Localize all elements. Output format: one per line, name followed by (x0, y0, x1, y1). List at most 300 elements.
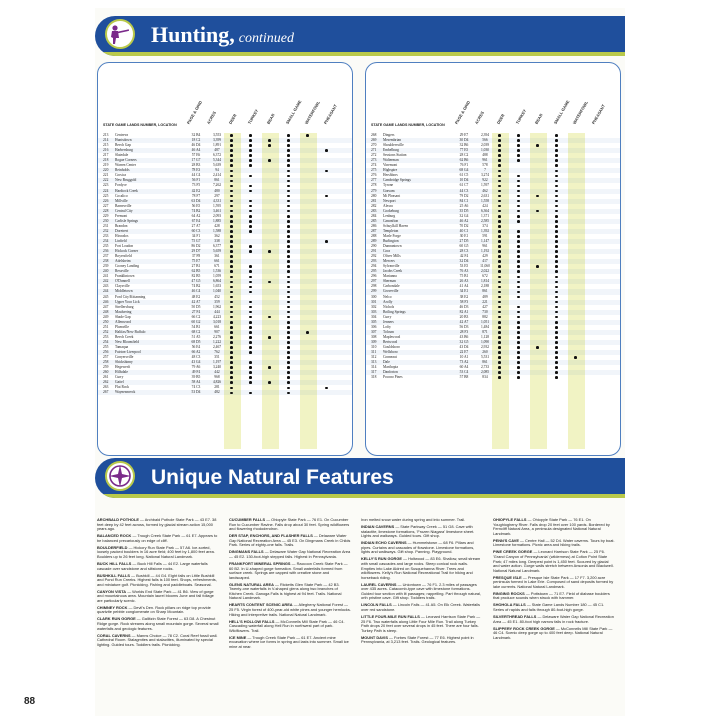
hunting-title: Hunting, continued (151, 22, 294, 47)
availability-dot (249, 185, 252, 188)
cell-acres: 2,188 (480, 284, 490, 289)
availability-dot (555, 270, 558, 273)
header-stripe (95, 52, 625, 56)
game-lands-table-right (365, 62, 621, 456)
cell-grid: 18 C2 (191, 138, 201, 143)
feature-entry (361, 583, 483, 601)
cell-num: 227 (103, 203, 109, 208)
availability-dot (230, 356, 233, 359)
availability-dot (517, 260, 520, 263)
availability-dot (498, 270, 501, 273)
cell-grid: 58 A4 (191, 380, 201, 385)
cell-num: 277 (371, 178, 377, 183)
availability-dot (517, 139, 520, 142)
cell-grid: 29 E7 (459, 133, 469, 137)
cell-grid: 68 D5 (191, 339, 201, 344)
availability-dot (230, 175, 233, 178)
cell-num: 282 (371, 203, 377, 208)
cell-grid: 84 C1 (459, 198, 469, 203)
availability-dot (325, 149, 328, 152)
column-label: WATERFOWL (571, 100, 589, 125)
cell-grid: 27 A7 (191, 223, 201, 228)
availability-dot (555, 346, 558, 349)
availability-dot (230, 185, 233, 188)
column-label: SMALL GAME (552, 99, 571, 125)
cell-name: Gaitel (115, 380, 124, 385)
feature-entry (493, 576, 615, 590)
availability-dot (498, 235, 501, 238)
availability-dot (287, 341, 290, 344)
cell-acres: 672 (482, 274, 488, 279)
column-label: ACRES (205, 110, 218, 125)
availability-dot (498, 240, 501, 243)
cell-grid: 53 C4 (459, 370, 469, 375)
cell-num: 222 (103, 178, 109, 183)
availability-dot (498, 281, 501, 284)
cell-acres: 961 (482, 158, 488, 163)
cell-name: Waynesmerck (115, 390, 136, 395)
feature-description: — Bushkill — 44 G4. Eight falls on Little Bushkill and Pond Run Creeks. Highest falls is 100 feet. Shops, refreshments, and miniature golf. Picnicking. Fishing and paddleboats. Seasonal. (97, 572, 217, 587)
availability-dot (517, 205, 520, 208)
availability-dot (498, 316, 501, 319)
availability-dot (555, 255, 558, 258)
availability-dot (249, 286, 252, 289)
availability-dot (230, 331, 233, 334)
availability-dot (249, 144, 252, 147)
availability-dot (306, 331, 309, 334)
availability-dot (268, 144, 271, 147)
cell-name: Lofty (383, 324, 391, 329)
availability-dot (555, 250, 558, 253)
availability-dot (230, 139, 233, 142)
feature-name: BOULDERFIELD (97, 544, 128, 550)
availability-dot (287, 235, 290, 238)
availability-dot (230, 341, 233, 344)
cell-name: Shouldersville (383, 143, 404, 148)
cell-num: 232 (103, 228, 109, 233)
cell-name: Fordyce (115, 183, 127, 188)
cell-acres: 338 (214, 238, 220, 243)
cell-name: Corsica (115, 173, 126, 178)
cell-num: 309 (371, 339, 377, 344)
cell-acres: 6,864 (212, 279, 222, 284)
cell-name: Wellsboro (383, 350, 398, 355)
availability-dot (230, 149, 233, 152)
availability-dot (230, 250, 233, 253)
feature-name: GLENS NATURAL AREA (229, 581, 274, 587)
cell-grid: 60 G2 (191, 319, 201, 324)
availability-dot (287, 381, 290, 384)
cell-name: Middletown (115, 289, 133, 294)
availability-dot (287, 195, 290, 198)
cell-grid: 62 B5 (191, 269, 201, 274)
cell-num: 244 (103, 289, 109, 294)
cell-num: 233 (103, 233, 109, 238)
cell-grid: 60 A4 (459, 365, 469, 370)
cell-acres: 968 (214, 375, 220, 380)
feature-description: — State Game Lands Number 180 — 45 C1. Series of rapids and falls through 80-foot-high gorge. (493, 602, 605, 613)
availability-dot (498, 346, 501, 349)
availability-dot (555, 230, 558, 233)
cell-name: Doretrert (115, 228, 129, 233)
availability-dot (517, 306, 520, 309)
cell-grid: 34 E1 (459, 289, 469, 294)
availability-dot (287, 139, 290, 142)
features-icon-ring (105, 461, 135, 491)
cell-num: 221 (103, 173, 109, 178)
availability-dot (325, 240, 328, 243)
cell-acres: 417 (482, 259, 488, 264)
availability-dot (249, 341, 252, 344)
availability-dot (287, 260, 290, 263)
availability-dot (555, 190, 558, 193)
availability-dot (536, 144, 539, 147)
availability-dot (498, 190, 501, 193)
cell-grid: 73 A2 (459, 360, 469, 365)
cell-num: 285 (371, 218, 377, 223)
cell-grid: 61 C7 (459, 183, 469, 188)
availability-dot (230, 235, 233, 238)
feature-description: — Leonard Harrison State Park — 25 F6. Two waterfalls along Little Four Mile Run. Trail along Turkey Path drops 20 feet over several drops in 45 feet. There are four falls. Turkey Path is steep. (361, 614, 481, 633)
feature-description: — Buck Hill Falls — 44 E2. Large waterfalls cascade over sandstone and siltstone rocks. (97, 560, 208, 571)
cell-num: 241 (103, 274, 109, 279)
availability-dot (498, 356, 501, 359)
availability-dot (517, 215, 520, 218)
cell-name: Warren Center (115, 163, 136, 168)
cell-num: 293 (371, 259, 377, 264)
feature-description: — Gallitzin State Forest — 63 D8. A Chestnut Ridge gorge. Rock streams along small mountain gorge. Several small waterfalls and geologic features. (97, 616, 219, 631)
cell-acres: 671 (214, 264, 220, 269)
cell-name: Hickock Corner (115, 249, 139, 254)
cell-name: Hershbors (383, 173, 398, 178)
cell-name: Barnesville (115, 203, 132, 208)
cell-acres: 1,128 (480, 334, 490, 339)
cell-num: 240 (103, 269, 109, 274)
availability-dot (498, 149, 501, 152)
availability-dot (498, 361, 501, 364)
availability-dot (287, 245, 290, 248)
availability-dot (287, 296, 290, 299)
cell-name: Tamaqua (115, 344, 129, 349)
feature-entry (493, 627, 615, 641)
feature-entry (97, 562, 219, 571)
feature-entry (229, 562, 351, 580)
cell-grid: 68 C2 (191, 329, 201, 334)
cell-acres: 3,240 (212, 365, 222, 370)
cell-acres: 2,631 (480, 193, 490, 198)
availability-dot (555, 376, 558, 379)
cell-grid: 40 C1 (459, 228, 469, 233)
cell-name: New Bloomfield (115, 339, 140, 344)
feature-description: — Raccoon Creek State Park — 60 B2. In U-shaped gorge formation. Small waterfalls formed from surface creek. Springs are capped with creative stone and landscaped. (229, 560, 348, 580)
availability-dot (287, 311, 290, 314)
feature-name: SHOHOLA FALLS (493, 602, 526, 608)
availability-dot (517, 235, 520, 238)
cell-grid: 60 C3 (191, 228, 201, 233)
features-column (229, 518, 351, 652)
availability-dot (268, 366, 271, 369)
cell-acres: 861 (214, 178, 220, 183)
cell-grid: 53 E5 (459, 264, 469, 269)
availability-dot (555, 139, 558, 142)
availability-dot (230, 180, 233, 183)
availability-dot (555, 336, 558, 339)
availability-dot (517, 180, 520, 183)
feature-name: KELLY'S RUN GORGE (361, 556, 402, 562)
availability-dot (230, 276, 233, 279)
cell-name: Dale (383, 360, 390, 365)
cell-grid: 60 G5 (459, 244, 469, 249)
cell-name: Central City (115, 208, 133, 213)
cell-grid: 27 B1 (191, 264, 201, 269)
availability-dot (249, 220, 252, 223)
feature-description: — Leonard Harrison State Park — 25 F6. 'Grand Canyon of Pennsylvania' (wilderness) at Colton Point State Park; 47 miles long. Deepest point is 1,450 feet. Scoured by glacial and water action. Gorge walls stretch between Ansonia and Blackwell. National Natural Landmark. (493, 549, 614, 573)
cell-acres: 1,814 (480, 279, 490, 284)
availability-dot (230, 361, 233, 364)
availability-dot (498, 220, 501, 223)
availability-dot (555, 351, 558, 354)
availability-dot (498, 225, 501, 228)
cell-num: 314 (371, 365, 377, 370)
cell-num: 245 (103, 294, 109, 299)
feature-description: — Forbes State Forest — 77 E6. Highest point in Pennsylvania, at 3,213 feet. Trails. Geological features. (361, 634, 474, 645)
availability-dot (555, 316, 558, 319)
column-label: WATERFOWL (303, 100, 321, 125)
feature-name: HEARTS CONTENT SCENIC AREA (229, 602, 293, 608)
cell-grid: 56 E5 (191, 203, 201, 208)
availability-dot (498, 326, 501, 329)
availability-dot (249, 175, 252, 178)
availability-dot (287, 149, 290, 152)
availability-dot (249, 316, 252, 319)
cell-name: Marle Forge (383, 233, 401, 238)
availability-dot (517, 371, 520, 374)
feature-name: RINGING ROCKS (493, 590, 525, 596)
cell-name: Cooney Landing (115, 264, 140, 269)
feature-entry (361, 541, 483, 555)
availability-dot (498, 250, 501, 253)
cell-acres: 762 (214, 350, 220, 355)
availability-dot (498, 164, 501, 167)
availability-dot (325, 170, 328, 173)
cell-name: Groveville (383, 289, 399, 294)
cell-acres: 2,414 (212, 173, 222, 178)
availability-dot (230, 240, 233, 243)
cell-acres: 374 (482, 223, 488, 228)
cell-grid: 43 D4 (459, 344, 469, 349)
availability-dot (498, 159, 501, 162)
cell-grid: 28 F3 (459, 329, 469, 334)
availability-dot (287, 361, 290, 364)
availability-dot (287, 270, 290, 273)
availability-dot (498, 301, 501, 304)
availability-dot (555, 326, 558, 329)
cell-num: 291 (371, 249, 377, 254)
availability-dot (517, 210, 520, 213)
availability-dot (249, 351, 252, 354)
cell-num: 253 (103, 334, 109, 339)
availability-dot (536, 265, 539, 268)
feature-entry (493, 615, 615, 624)
feature-entry (97, 518, 219, 532)
cell-grid: 66 A2 (191, 350, 201, 355)
cell-num: 263 (103, 385, 109, 390)
availability-dot (230, 260, 233, 263)
availability-dot (287, 250, 290, 253)
feature-description: — Pottstown — 71 E7. Field of diabase boulders that produce sounds when struck with hammer. (493, 590, 610, 601)
cell-grid: 46 D4 (191, 143, 201, 148)
cell-num: 234 (103, 238, 109, 243)
cell-grid: 48 E2 (191, 294, 201, 299)
cell-num: 236 (103, 249, 109, 254)
feature-name: DER STAP, ENCHORS, AND FLASHER FALLS (229, 533, 313, 539)
cell-grid: 74 B2 (191, 208, 201, 213)
availability-dot (249, 159, 252, 162)
cell-grid: 75 E7 (191, 259, 201, 264)
availability-dot (517, 336, 520, 339)
cell-acres: 6,364 (480, 208, 490, 213)
cell-name: Canonfton (383, 218, 399, 223)
cell-acres: 2,085 (480, 370, 490, 375)
availability-dot (268, 281, 271, 284)
feature-description: — Presque Isle State Park — 17 F7. 3,200 acre peninsula formed in Lake Erie. Composed of sand deposits formed by lake currents. National Natural Landmark. (493, 574, 614, 589)
cell-name: Embelburg (383, 148, 399, 153)
feature-entry (361, 518, 483, 523)
availability-dot (536, 346, 539, 349)
availability-dot (230, 159, 233, 162)
feature-description: — Delaware Water Gap National Recreation Area — 45 E1. 80-foot high narrow falls in rock fracture. (493, 614, 614, 624)
column-label: PAGE & GRID (453, 99, 472, 125)
availability-dot (517, 220, 520, 223)
feature-entry (97, 546, 219, 560)
column-label: PHEASANT (322, 103, 339, 125)
feature-name: BALANCED ROCK (97, 533, 132, 539)
cell-num: 226 (103, 198, 109, 203)
cell-acres: 7,262 (212, 183, 222, 188)
availability-dot (498, 351, 501, 354)
cell-name: Gouldsboro (383, 344, 400, 349)
cell-name: Mt Pleasant (383, 193, 401, 198)
cell-acres: 1,885 (212, 218, 222, 223)
availability-dot (249, 205, 252, 208)
cell-acres: 1,597 (480, 183, 490, 188)
cell-grid: 82 B5 (191, 274, 201, 279)
feature-entry (361, 603, 483, 612)
cell-num: 251 (103, 324, 109, 329)
column-label: TURKEY (514, 108, 528, 125)
cell-num: 287 (371, 228, 377, 233)
cell-num: 230 (103, 218, 109, 223)
feature-description: — Lincoln Falls — 41 A5. On Elk Creek. Waterfalls over red sandstone. (361, 602, 481, 613)
cell-acres: 3,274 (480, 173, 490, 178)
availability-dot (498, 296, 501, 299)
cell-grid: 62 B6 (459, 158, 469, 163)
availability-dot (230, 301, 233, 304)
availability-dot (268, 381, 271, 384)
cell-name: Sylvanville (383, 264, 400, 269)
cell-acres: 297 (214, 193, 220, 198)
cell-grid: 79 D2 (459, 193, 469, 198)
cell-grid: 27 F4 (191, 309, 201, 314)
cell-grid: 73 F5 (191, 183, 201, 188)
availability-dot (287, 220, 290, 223)
cell-name: Conneaut (383, 355, 397, 360)
feature-name: MOUNT DAVIS (361, 634, 388, 640)
cell-num: 242 (103, 279, 109, 284)
feature-name: LITTLE FOUR-MILE RUN FALLS (361, 614, 420, 620)
cell-num: 286 (371, 223, 377, 228)
cell-num: 256 (103, 350, 109, 355)
availability-dot (230, 144, 233, 147)
availability-dot (517, 265, 520, 268)
availability-dot (249, 301, 252, 304)
cell-grid: 42 A7 (191, 299, 201, 304)
cell-name: Mesembrian (383, 138, 401, 143)
availability-dot (517, 326, 520, 329)
availability-dot (287, 351, 290, 354)
cell-grid: 22 E7 (459, 350, 469, 355)
availability-dot (517, 255, 520, 258)
cell-grid: 79 A6 (191, 365, 201, 370)
cell-acres: 482 (214, 390, 220, 395)
cell-grid: 37 F8 (191, 254, 201, 259)
cell-grid: 46 C4 (191, 289, 201, 294)
availability-dot (287, 154, 290, 157)
availability-dot (249, 381, 252, 384)
cell-grid: 56 D3 (459, 324, 469, 329)
availability-dot (498, 260, 501, 263)
availability-dot (517, 316, 520, 319)
feature-entry (361, 525, 483, 539)
availability-dot (287, 215, 290, 218)
cell-grid: 41 A4 (459, 284, 469, 289)
availability-dot (287, 144, 290, 147)
availability-dot (517, 240, 520, 243)
availability-dot (249, 331, 252, 334)
availability-dot (230, 366, 233, 369)
availability-dot (249, 326, 252, 329)
cell-grid: 44 C3 (459, 188, 469, 193)
cell-acres: 1,371 (480, 213, 490, 218)
availability-dot (517, 230, 520, 233)
cell-acres: 1,891 (212, 143, 222, 148)
cell-name: Halifax/New Buffalo (115, 329, 146, 334)
availability-dot (498, 311, 501, 314)
cell-grid: 34 F1 (191, 233, 201, 238)
availability-dot (555, 306, 558, 309)
availability-dot (555, 301, 558, 304)
cell-name: Sherman (383, 279, 396, 284)
cell-num: 235 (103, 244, 109, 249)
cell-name: Jenners (383, 319, 394, 324)
availability-dot (555, 225, 558, 228)
cell-num: 231 (103, 223, 109, 228)
feature-description: — Trough Creek State Park — 61 E7. Appears to be balanced precariously on edge of cliff. (97, 533, 218, 543)
cell-num: 214 (103, 138, 109, 143)
cell-acres: 1,653 (212, 284, 222, 289)
cell-acres: 578 (482, 163, 488, 168)
availability-dot (517, 291, 520, 294)
feature-entry (361, 557, 483, 580)
table-rows (366, 133, 620, 380)
availability-dot (498, 210, 501, 213)
availability-dot (517, 321, 520, 324)
cell-grid: 64 A2 (191, 213, 201, 218)
availability-dot (498, 255, 501, 258)
cell-num: 261 (103, 375, 109, 380)
cell-name: Cambridge Springs (383, 178, 411, 183)
availability-dot (325, 195, 328, 198)
